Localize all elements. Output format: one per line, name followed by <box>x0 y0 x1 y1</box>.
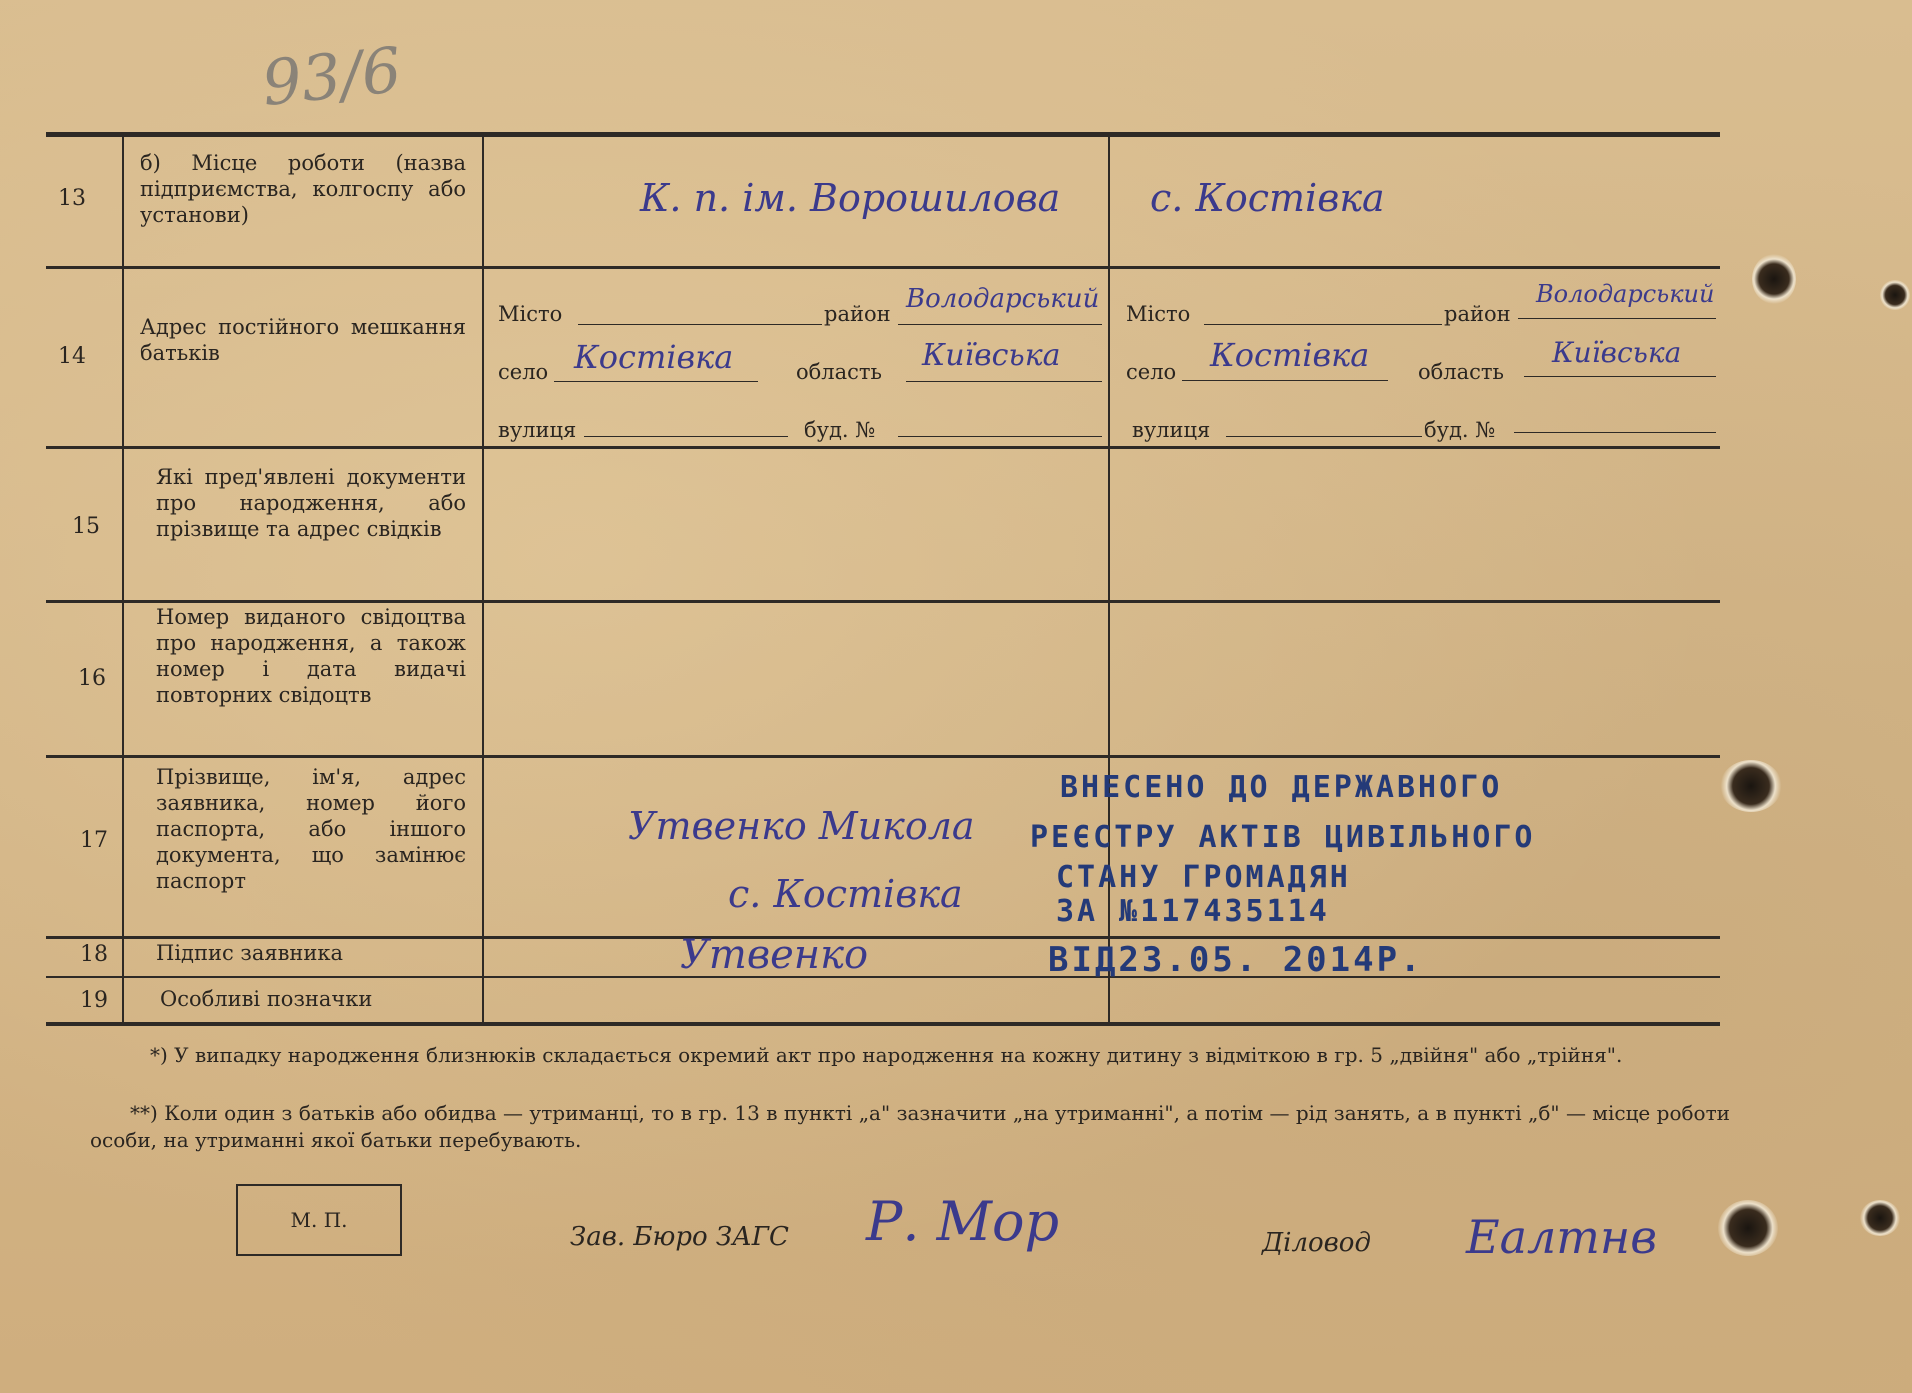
row-label: Номер виданого свідоцтва про народження, а також номер і дата видачі повторних свідоцтв <box>156 605 466 707</box>
region-label: область <box>1418 360 1504 384</box>
handwritten-workplace: К. п. ім. Ворошилова <box>640 176 1061 220</box>
blank-line <box>898 436 1102 437</box>
handwritten-region: Київська <box>922 338 1061 373</box>
registry-stamp-line: ВІД23.05. 2014Р. <box>1048 940 1424 980</box>
paper-damage-hole <box>1880 280 1910 310</box>
registry-stamp-line: ЗА №117435114 <box>1056 894 1330 929</box>
registry-stamp-line: СТАНУ ГРОМАДЯН <box>1056 860 1351 895</box>
row-number: 16 <box>78 666 106 691</box>
village-label: село <box>1126 360 1177 384</box>
clerk-signature: Еалтнв <box>1466 1210 1657 1264</box>
row-divider <box>46 755 1720 758</box>
row-number: 18 <box>80 942 108 967</box>
village-label: село <box>498 360 549 384</box>
handwritten-applicant-address: с. Костівка <box>728 872 963 916</box>
blank-line <box>1204 324 1442 325</box>
handwritten-village: с. Костівка <box>1150 176 1385 220</box>
row-number: 14 <box>58 344 86 369</box>
row-number: 15 <box>72 514 100 539</box>
blank-line <box>1514 432 1716 433</box>
handwritten-district: Володарський <box>1536 280 1715 308</box>
building-label: буд. № <box>804 418 876 442</box>
row-label: Підпис заявника <box>156 941 344 965</box>
blank-line <box>584 436 788 437</box>
row-divider <box>46 976 1720 978</box>
registry-head-signature: Р. Мор <box>866 1190 1060 1253</box>
applicant-signature: Утвенко <box>680 932 869 978</box>
footnote: **) Коли один з батьків або обидва — утриманці, то в гр. 13 в пункті „а" зазначити „на утриманні", а потім — рід занять, а в пункті „б" — місце роботи особи, на утриманні якої батьки перебувають. <box>90 1101 1730 1152</box>
region-label: область <box>796 360 882 384</box>
pencil-archive-number: 93/6 <box>258 32 405 121</box>
row-divider <box>46 600 1720 603</box>
handwritten-village: Костівка <box>574 338 734 376</box>
paper-damage-hole <box>1752 254 1796 304</box>
blank-line <box>578 324 822 325</box>
blank-line <box>906 381 1102 382</box>
footnote: *) У випадку народження близнюків складається окремий акт про народження на кожну дитину з відміткою в гр. 5 „двійня" або „трійня". <box>150 1043 1623 1067</box>
registry-stamp-line: ВНЕСЕНО ДО ДЕРЖАВНОГО <box>1060 770 1503 805</box>
row-divider <box>46 446 1720 449</box>
seal-placeholder: М. П. <box>236 1184 402 1256</box>
handwritten-region: Київська <box>1552 336 1682 369</box>
table-bottom-rule <box>46 1022 1720 1026</box>
blank-line <box>1524 376 1716 377</box>
row-label: Особливі позначки <box>160 987 373 1011</box>
row-divider <box>46 936 1720 939</box>
row-label: Адрес постійного мешкання батьків <box>140 315 466 365</box>
blank-line <box>554 381 758 382</box>
handwritten-applicant-name: Утвенко Микола <box>628 804 975 848</box>
building-label: буд. № <box>1424 418 1496 442</box>
column-divider <box>482 136 484 1024</box>
row-label: Які пред'явлені документи про народження, або прізвище та адрес свідків <box>156 465 466 541</box>
handwritten-village: Костівка <box>1210 336 1370 374</box>
city-label: Місто <box>498 302 563 326</box>
street-label: вулиця <box>1132 418 1211 442</box>
column-divider <box>122 136 124 1024</box>
row-number: 13 <box>58 186 86 211</box>
row-number: 17 <box>80 828 108 853</box>
row-label: б) Місце роботи (назва підприємства, колгоспу або установи) <box>140 151 466 227</box>
paper-damage-hole <box>1860 1200 1900 1236</box>
clerk-label: Діловод <box>1262 1228 1371 1258</box>
district-label: район <box>1444 302 1511 326</box>
blank-line <box>1518 318 1716 319</box>
row-divider <box>46 266 1720 269</box>
handwritten-district: Володарський <box>906 284 1100 314</box>
registry-head-label: Зав. Бюро ЗАГС <box>570 1222 789 1252</box>
district-label: район <box>824 302 891 326</box>
blank-line <box>898 324 1102 325</box>
city-label: Місто <box>1126 302 1191 326</box>
street-label: вулиця <box>498 418 577 442</box>
table-top-rule <box>46 132 1720 137</box>
blank-line <box>1182 380 1388 381</box>
paper-damage-hole <box>1720 760 1782 812</box>
registry-stamp-line: РЕЄСТРУ АКТІВ ЦИВІЛЬНОГО <box>1030 820 1536 855</box>
paper-damage-hole <box>1718 1200 1778 1256</box>
row-number: 19 <box>80 988 108 1013</box>
row-label: Прізвище, ім'я, адрес заявника, номер його паспорта, або іншого документа, що замінює паспорт <box>156 765 466 893</box>
blank-line <box>1226 436 1422 437</box>
